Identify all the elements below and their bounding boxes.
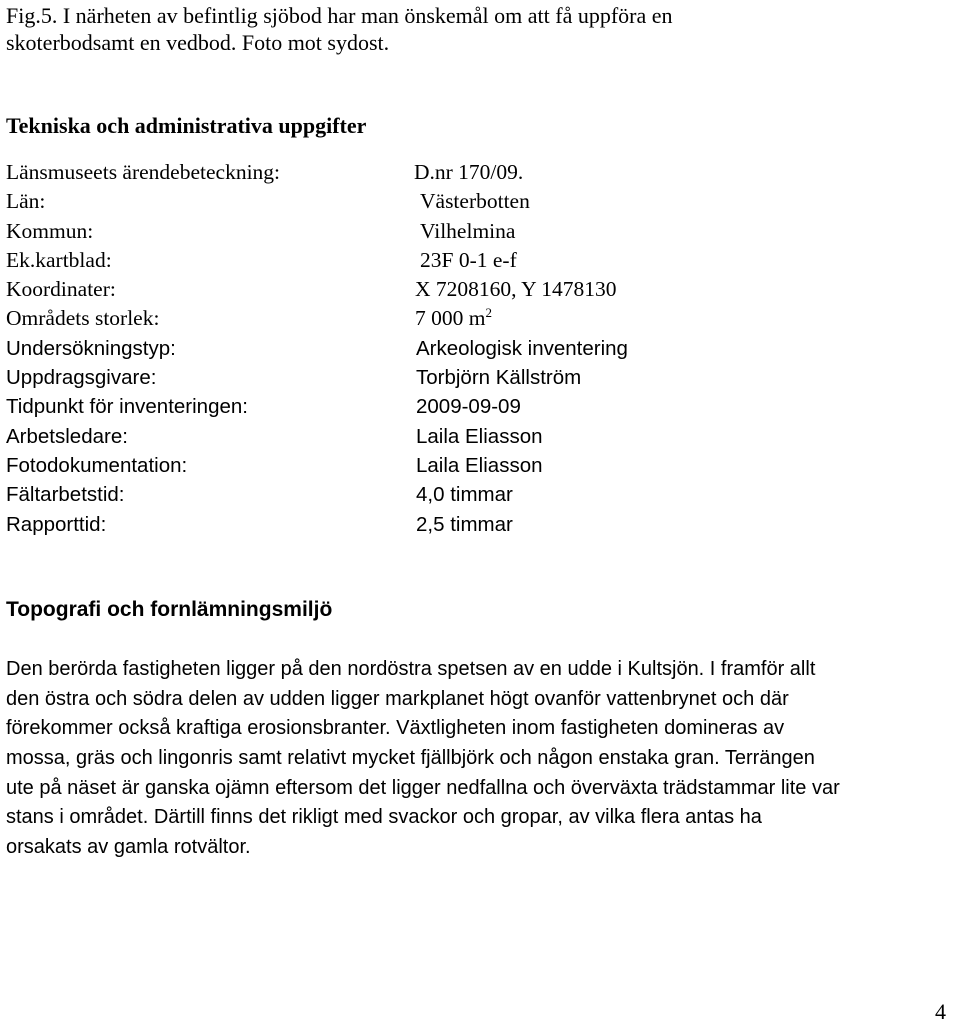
info-label: Områdets storlek: [6,306,160,331]
info-value: Arkeologisk inventering [416,336,628,360]
info-value: Laila Eliasson [416,453,543,477]
info-value [415,304,492,333]
paragraph-line: stans i området. Därtill finns det rikligt med svackor och gropar, av vilka flera antas ha [6,806,762,829]
paragraph-line: ute på näset är ganska ojämn eftersom det ligger nedfallna och överväxta trädstammar lite var [6,776,840,799]
info-row [6,275,766,304]
area-unit-exponent: 2 [485,305,492,321]
info-row [6,392,766,421]
info-label: Koordinater: [6,277,116,302]
info-table [6,158,766,539]
info-label: Rapporttid: [6,512,107,536]
document-page [6,0,954,1029]
info-label: Ek.kartblad: [6,247,112,272]
paragraph-line: Den berörda fastigheten ligger på den nordöstra spetsen av en udde i Kultsjön. I framför allt [6,658,816,680]
info-value: Västerbotten [420,189,530,214]
info-row [6,480,766,509]
info-row [6,158,766,187]
info-row [6,422,766,451]
page-number: 4 [935,999,946,1024]
info-row [6,246,766,275]
info-value: X 7208160, Y 1478130 [415,277,617,302]
info-row [6,451,766,480]
info-label: Arbetsledare: [6,424,128,448]
info-label: Undersökningstyp: [6,336,176,360]
info-row [6,510,766,539]
info-row [6,187,766,216]
figure-caption: Fig.5. I närheten av befintlig sjöbod har man önskemål om att få uppföra en skoterbodsamt en vedbod. Foto mot sydost. [6,3,673,55]
info-row [6,334,766,363]
info-row [6,304,766,333]
info-value: 23F 0-1 e-f [420,247,517,272]
paragraph-line: den östra och södra delen av udden ligger markplanet högt ovanför vattenbrynet och där [6,687,789,710]
paragraph-line: mossa, gräs och lingonris samt relativt mycket fjällbjörk och någon enstaka gran. Terrängen [6,747,815,770]
paragraph-line: orsakats av gamla rotvältor. [6,836,251,859]
info-value: Laila Eliasson [416,424,543,448]
info-value: D.nr 170/09. [414,160,524,184]
paragraph-line: förekommer också kraftiga erosionsbranter. Växtligheten inom fastigheten domineras av [6,717,785,740]
info-label: Uppdragsgivare: [6,366,157,390]
body-paragraph [6,655,960,863]
info-label: Fotodokumentation: [6,453,188,477]
info-label: Fältarbetstid: [6,483,125,507]
info-label: Kommun: [6,218,94,243]
info-value: Torbjörn Källström [416,366,582,390]
section-heading-technical: Tekniska och administrativa uppgifter [6,113,367,138]
info-row [6,217,766,246]
area-value: 7 000 m [415,306,486,331]
info-row [6,363,766,392]
info-value: 2,5 timmar [416,512,513,536]
info-label: Län: [6,189,46,214]
info-label: Länsmuseets ärendebeteckning: [6,160,281,184]
section-heading-topography: Topografi och fornlämningsmiljö [6,598,333,621]
info-value: Vilhelmina [420,218,516,243]
info-label: Tidpunkt för inventeringen: [6,395,248,419]
info-value: 2009-09-09 [416,395,521,419]
info-value: 4,0 timmar [416,483,513,507]
